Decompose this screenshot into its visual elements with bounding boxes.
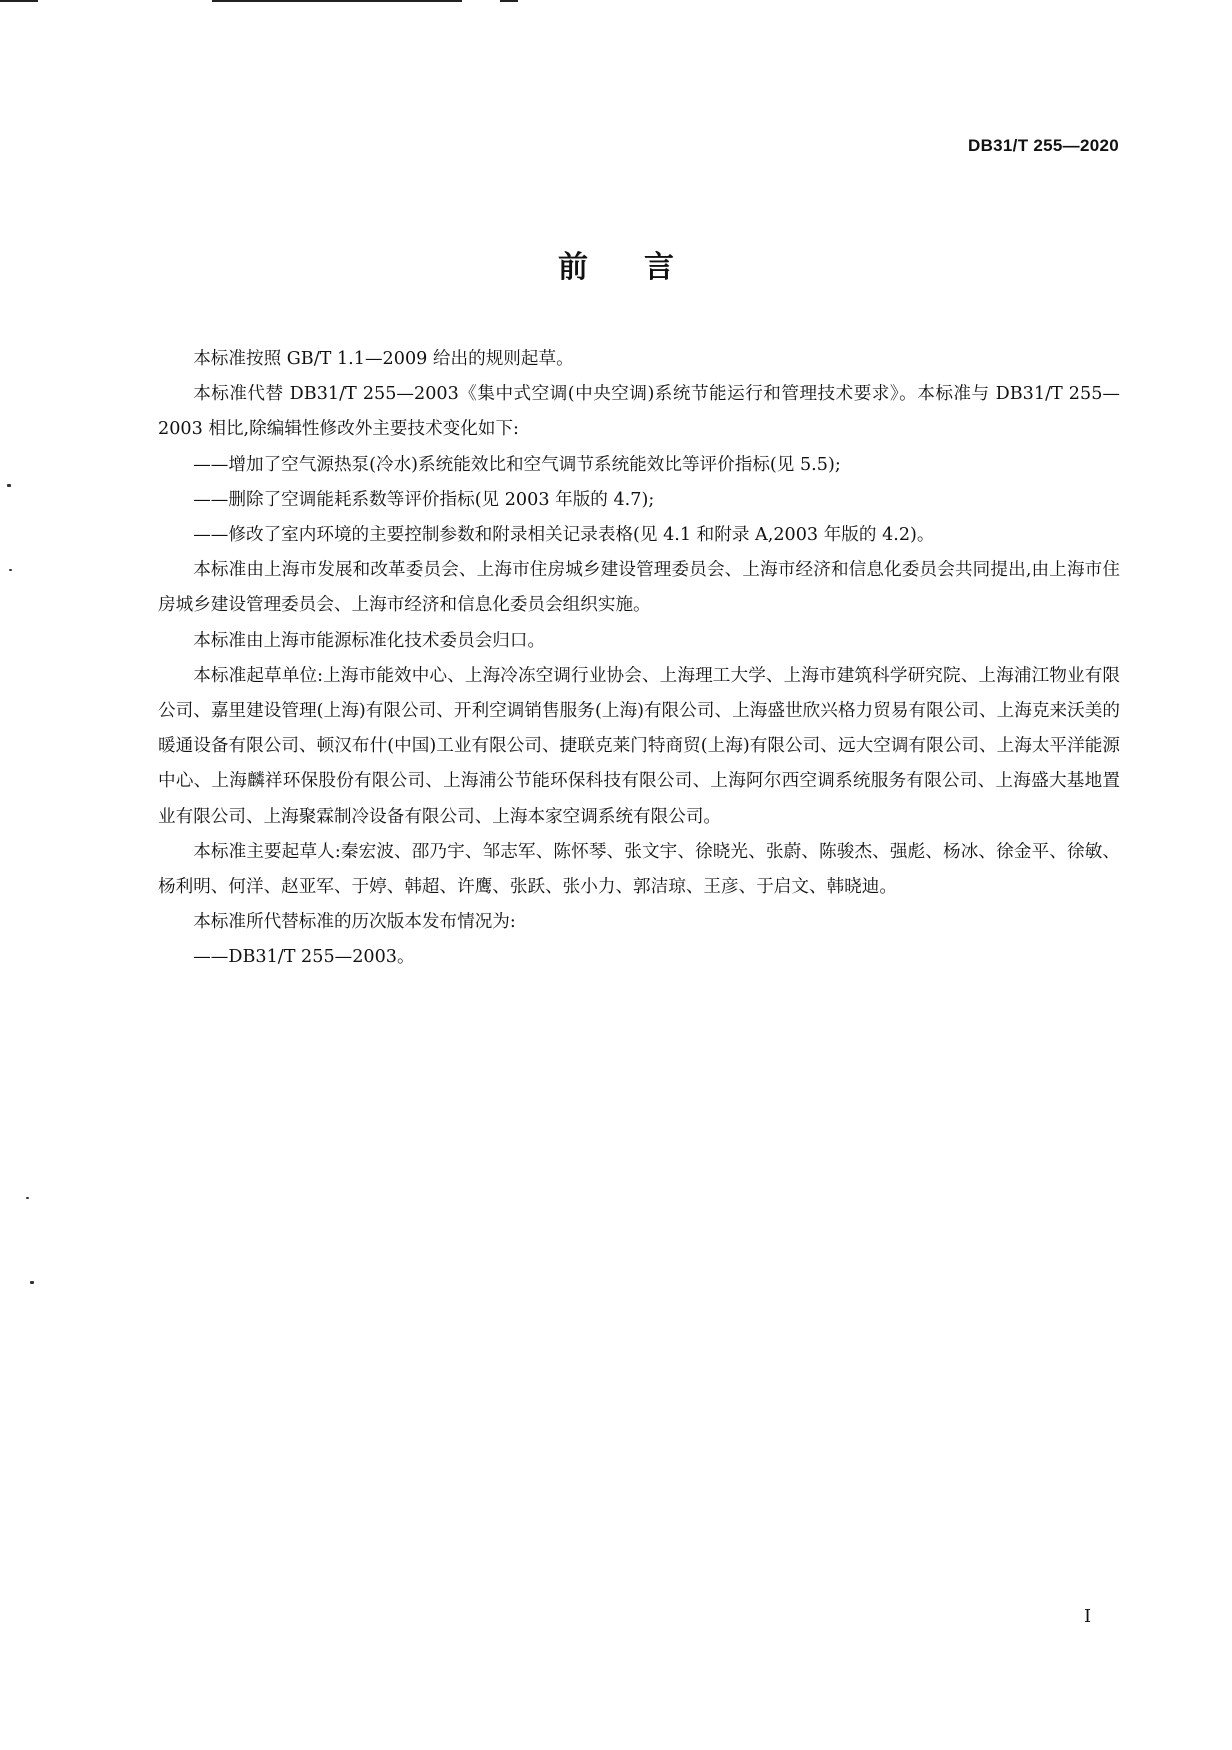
- change-item-modified: ——修改了室内环境的主要控制参数和附录相关记录表格(见 4.1 和附录 A,2003 年版的 4.2)。: [193, 525, 935, 546]
- paragraph-centralized: 本标准由上海市能源标准化技术委员会归口。: [193, 630, 546, 651]
- paragraph-proposers: 本标准由上海市发展和改革委员会、上海市住房城乡建设管理委员会、上海市经济和信息化委员会共同提出,由上海市住房城乡建设管理委员会、上海市经济和信息化委员会组织实施。: [158, 560, 1120, 616]
- margin-speck: [9, 569, 12, 571]
- change-item-added: ——增加了空气源热泵(冷水)系统能效比和空气调节系统能效比等评价指标(见 5.5);: [193, 454, 841, 475]
- top-rule-middle: [212, 0, 462, 2]
- paragraph-drafting-units: 本标准起草单位:上海市能效中心、上海冷冻空调行业协会、上海理工大学、上海市建筑科学研究院、上海浦江物业有限公司、嘉里建设管理(上海)有限公司、开利空调销售服务(上海)有限公司、上海盛世欣兴格力贸易有限公司、上海克来沃美的暖通设备有限公司、顿汉布什(中国)工业有限公司、捷联克莱门特商贸(上海)有限公司、远大空调有限公司、上海太平洋能源中心、上海麟祥环保股份有限公司、上海浦公节能环保科技有限公司、上海阿尔西空调系统服务有限公司、上海盛大基地置业有限公司、上海聚霖制冷设备有限公司、上海本家空调系统有限公司。: [158, 665, 1120, 827]
- paragraph-drafters: 本标准主要起草人:秦宏波、邵乃宇、邹志军、陈怀琴、张文宇、徐晓光、张蔚、陈骏杰、强彪、杨冰、徐金平、徐敏、杨利明、何洋、赵亚军、于婷、韩超、许鹰、张跃、张小力、郭洁琼、王彦、于启文、韩晓迪。: [158, 841, 1120, 898]
- paragraph-drafting-rules: 本标准按照 GB/T 1.1—2009 给出的规则起草。: [193, 349, 574, 369]
- paragraph-replacement: 本标准代替 DB31/T 255—2003《集中式空调(中央空调)系统节能运行和管理技术要求》。本标准与 DB31/T 255—2003 相比,除编辑性修改外主要技术变化如下:: [158, 384, 1120, 440]
- change-item-deleted: ——删除了空调能耗系数等评价指标(见 2003 年版的 4.7);: [193, 489, 655, 510]
- margin-speck: [30, 1281, 34, 1284]
- margin-speck: [26, 1197, 29, 1199]
- foreword-body: [158, 342, 1120, 976]
- page-title: 前言: [558, 250, 730, 285]
- top-rule-right: [500, 0, 518, 2]
- paragraph-history-intro: 本标准所代替标准的历次版本发布情况为:: [193, 912, 516, 933]
- standard-code: DB31/T 255—2020: [968, 136, 1119, 155]
- top-rule-left: [0, 0, 38, 2]
- margin-speck: [7, 484, 11, 487]
- history-item: ——DB31/T 255—2003。: [193, 947, 415, 968]
- page-number: I: [1084, 1606, 1092, 1627]
